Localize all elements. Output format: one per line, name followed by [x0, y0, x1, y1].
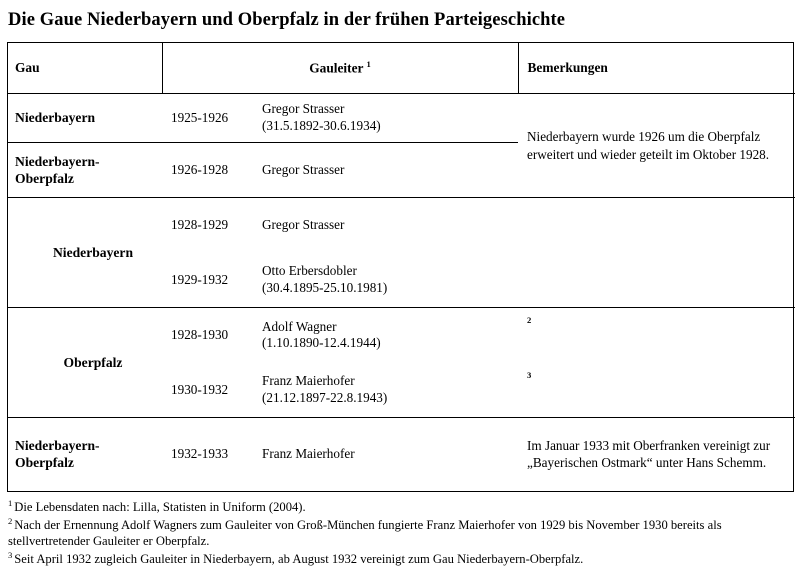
cell-remarks	[518, 198, 795, 308]
cell-years: 1926-1928	[162, 143, 252, 198]
cell-gau-name	[8, 418, 162, 491]
column-header-gauleiter-label: Gauleiter	[309, 60, 364, 76]
table-row	[8, 94, 795, 143]
cell-remarks: Im Januar 1933 mit Oberfranken vereinigt zur „Bayerischen Ostmark“ unter Hans Schemm.	[518, 418, 795, 491]
gauleiter-dates: (1.10.1890-12.4.1944)	[262, 335, 381, 351]
table-header-row	[8, 43, 795, 94]
cell-gauleiter	[252, 308, 518, 363]
footnote-number: 2	[8, 515, 13, 526]
gauleiter-name: Gregor Strasser	[262, 217, 345, 233]
cell-years: 1929-1932	[171, 271, 229, 287]
gau-table-container	[7, 42, 794, 492]
footnotes-section	[8, 498, 792, 568]
gauleiter-name: Adolf Wagner	[262, 318, 337, 334]
cell-years: 1930-1932	[171, 381, 229, 397]
footnote-item	[8, 516, 792, 550]
footnote-text: Seit April 1932 zugleich Gauleiter in Niederbayern, ab August 1932 vereinigt zum Gau Niederbayern-Oberpfalz.	[14, 551, 584, 566]
table-row	[8, 418, 795, 491]
footnote-text: Nach der Ernennung Adolf Wagners zum Gauleiter von Groß-München fungierte Franz Maierhofer von 1929 bis November 1930 bereits als stellvertretender Gauleiter er Oberpfalz.	[8, 517, 722, 548]
cell-years: 1925-1926	[171, 110, 229, 126]
cell-remarks: Niederbayern wurde 1926 um die Oberpfalz erweitert und wieder geteilt im Oktober 1928.	[527, 129, 770, 162]
cell-years: 1928-1929	[162, 198, 252, 253]
cell-gau-name: Oberpfalz	[8, 308, 162, 418]
gauleiter-name: Gregor Strasser	[262, 101, 345, 117]
page-title: Die Gaue Niederbayern und Oberpfalz in der frühen Parteigeschichte	[8, 10, 566, 30]
gauleiter-name: Franz Maierhofer	[262, 446, 355, 462]
cell-years: 1928-1930	[162, 308, 252, 363]
table-row	[8, 198, 795, 253]
footnote-number: 1	[8, 497, 13, 508]
footnote-item	[8, 498, 792, 516]
gauleiter-footnote-marker: 1	[366, 58, 371, 69]
cell-gau-name: Niederbayern	[15, 110, 96, 126]
column-header-bemerkungen: Bemerkungen	[518, 43, 795, 94]
cell-gau-name	[8, 143, 162, 198]
table-row	[8, 308, 795, 363]
column-header-gau: Gau	[8, 43, 162, 94]
gauleiter-name: Gregor Strasser	[262, 161, 345, 177]
cell-remarks-footnote-marker: 2	[518, 308, 795, 363]
cell-gau-name: Niederbayern	[8, 198, 162, 308]
gauleiter-name: Otto Erbersdobler	[262, 263, 357, 279]
footnote-number: 3	[8, 549, 13, 560]
gauleiter-dates: (30.4.1895-25.10.1981)	[262, 279, 388, 295]
footnote-item	[8, 550, 792, 568]
gauleiter-dates: (31.5.1892-30.6.1934)	[262, 118, 381, 134]
cell-gau-name-line2: Oberpfalz	[15, 455, 74, 471]
column-header-gauleiter	[162, 43, 518, 94]
cell-gau-name-line1: Niederbayern-	[15, 438, 100, 454]
table-body	[8, 94, 795, 491]
cell-years: 1932-1933	[162, 418, 252, 491]
cell-gauleiter	[252, 363, 518, 418]
gauleiter-name: Franz Maierhofer	[262, 373, 355, 389]
cell-gau-name-line2: Oberpfalz	[15, 171, 74, 187]
cell-gauleiter	[252, 198, 518, 253]
footnote-text: Die Lebensdaten nach: Lilla, Statisten in Uniform (2004).	[14, 499, 306, 514]
cell-gauleiter	[252, 94, 518, 143]
cell-gauleiter	[252, 143, 518, 198]
gauleiter-dates: (21.12.1897-22.8.1943)	[262, 389, 388, 405]
gau-table	[8, 43, 795, 491]
cell-gau-name-line1: Niederbayern-	[15, 153, 100, 169]
table-header	[8, 43, 795, 94]
cell-gauleiter	[252, 253, 518, 308]
cell-gauleiter	[252, 418, 518, 491]
cell-remarks-footnote-marker: 3	[527, 369, 532, 380]
